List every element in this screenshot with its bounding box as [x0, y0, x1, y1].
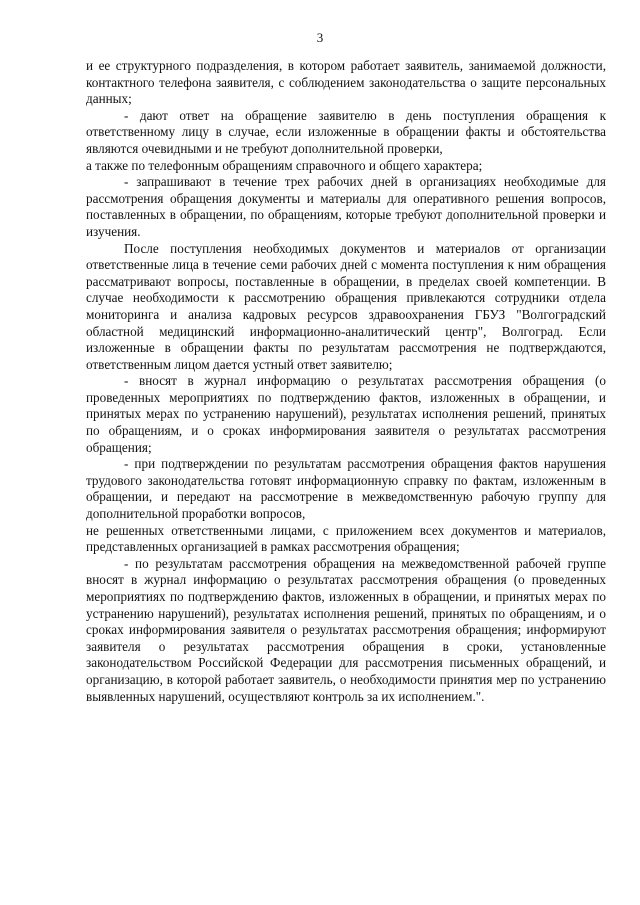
paragraph: - по результатам рассмотрения обращения на межведомственной рабочей группе вносят в журнал информацию о результатах рассмотрения обращения (о проведенных мероприятиях по подтверждению фактов, изложенных в обращении, и принятых мерах по устранению нарушений), результатах исполнения решений, принятых по обращениям, и о сроках информирования заявителя о результатах рассмотрения обращения; информируют заявителя о результатах рассмотрения обращения в сроки, установленные законодательством Российской Федерации для рассмотрения письменных обращений, и организацию, в которой работает заявитель, о необходимости принятия мер по устранению выявленных нарушений, осуществляют контроль за их исполнением.". [86, 555, 606, 704]
page-number: 3 [316, 30, 324, 45]
paragraph: - запрашивают в течение трех рабочих дней в организациях необходимые для рассмотрения обращения документы и материалы для оперативного решения вопросов, поставленных в обращении, по обращениям, которые требуют дополнительной проверки и изучения. [86, 174, 606, 239]
document-body [86, 58, 606, 705]
paragraph: не решенных ответственными лицами, с приложением всех документов и материалов, представленных организацией в рамках рассмотрения обращения; [86, 522, 606, 555]
paragraph: и ее структурного подразделения, в котором работает заявитель, занимаемой должности, контактного телефона заявителя, с соблюдением законодательства о защите персональных данных; [86, 58, 606, 107]
paragraph: а также по телефонным обращениям справочного и общего характера; [86, 157, 483, 173]
paragraph: - вносят в журнал информацию о результатах рассмотрения обращения (о проведенных мероприятиях по подтверждению фактов, изложенных в обращении, и принятых мерах по устранению нарушений), результатах исполнения решений, принятых по обращениям, и о сроках информирования заявителя о результатах рассмотрения обращения; [86, 373, 606, 455]
paragraph: После поступления необходимых документов и материалов от организации ответственные лица в течение семи рабочих дней с момента поступления к ним обращения рассматривают вопросы, поставленные в обращении, в пределах своей компетенции. В случае необходимости к рассмотрению обращения привлекаются сотрудники отдела мониторинга и анализа кадровых ресурсов здравоохранения ГБУЗ "Волгоградский областной медицинский информационно-аналитический центр", Волгоград. Если изложенные в обращении факты по результатам рассмотрения не подтверждаются, ответственным лицом дается устный ответ заявителю; [86, 240, 606, 372]
paragraph: - при подтверждении по результатам рассмотрения обращения фактов нарушения трудового законодательства готовят информационную справку по фактам, изложенным в обращении, и передают на рассмотрение в межведомственную рабочую группу для дополнительной проработки вопросов, [86, 456, 606, 522]
paragraph: - дают ответ на обращение заявителю в день поступления обращения к ответственному лицу в случае, если изложенные в обращении факты и обстоятельства являются очевидными и не требуют дополнительной проверки, [86, 107, 606, 156]
